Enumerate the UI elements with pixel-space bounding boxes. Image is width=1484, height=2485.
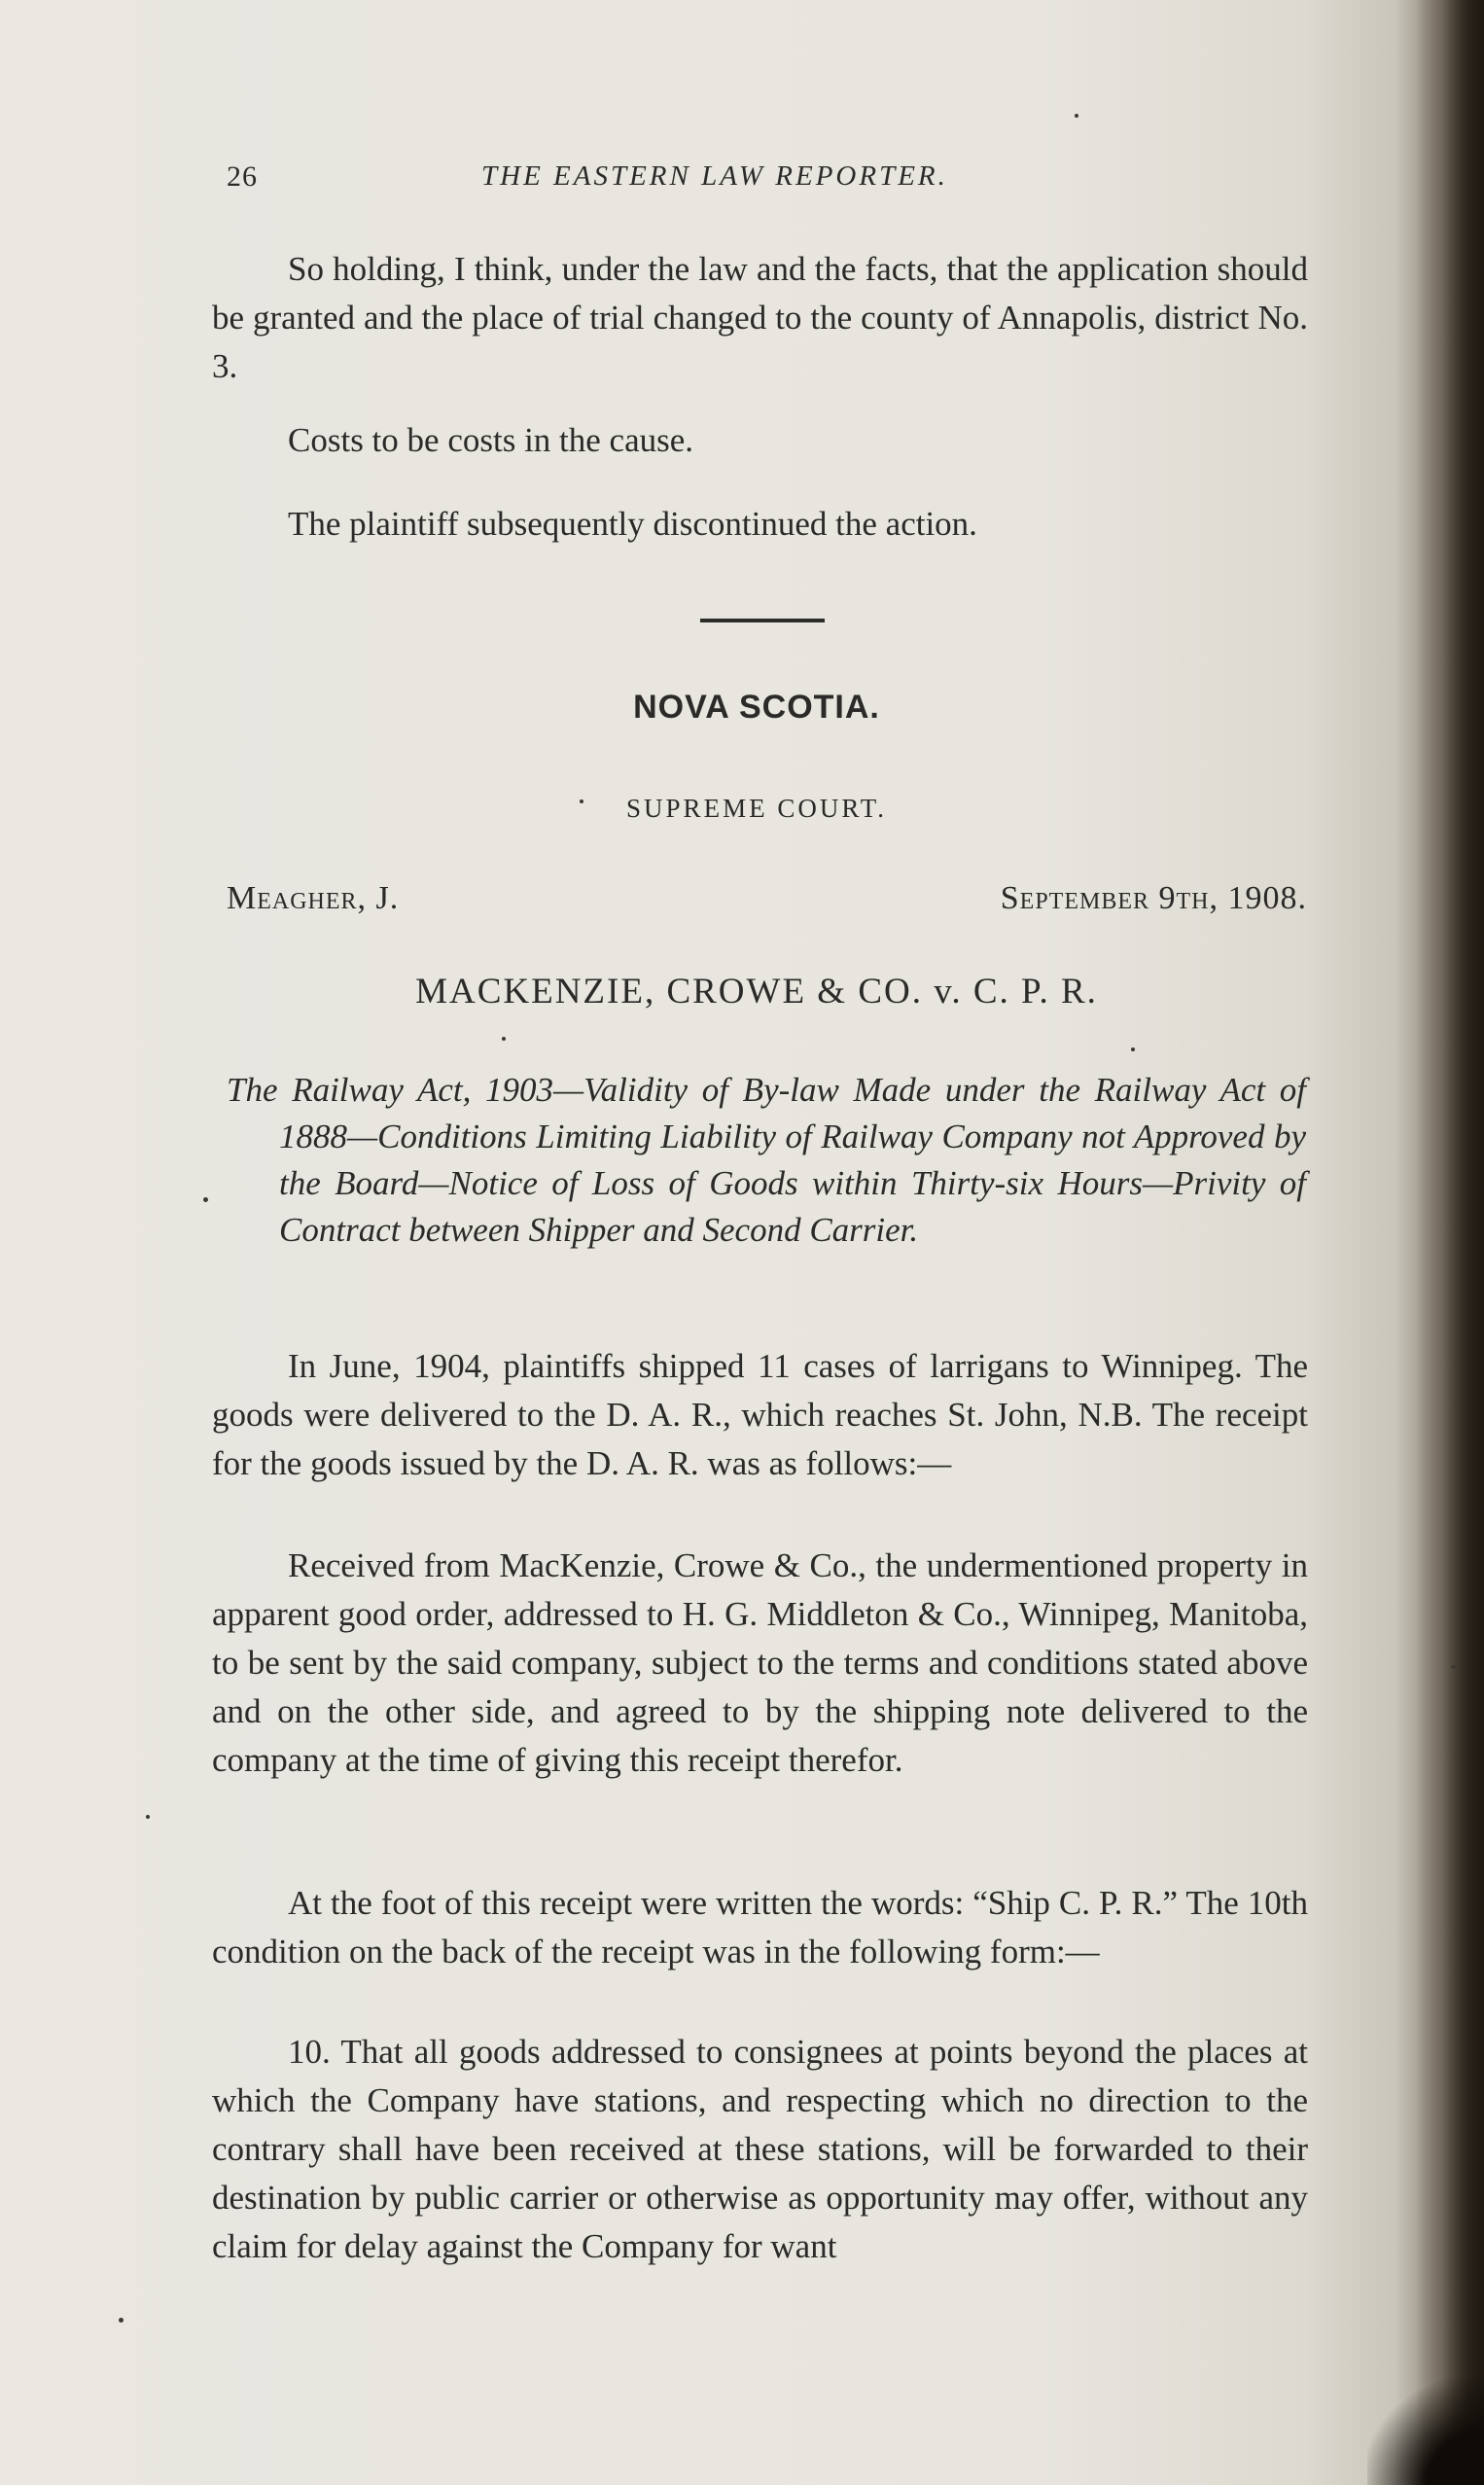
- court-heading: SUPREME COURT.: [626, 794, 887, 823]
- paper-speck: [203, 1197, 208, 1202]
- headnote: The Railway Act, 1903—Validity of By-law Made under the Railway Act of 1888—Conditions Limiting Liability of Railway Company not Approved by the Board—Notice of Loss of Goods within Thirty-six Hours—Privity of Contract between Shipper and Second Carrier.: [227, 1071, 1306, 1249]
- page-corner-shadow: [1367, 2378, 1484, 2485]
- body-paragraph-4: 10. That all goods addressed to consignees at points beyond the places at which the Company have stations, and respecting which no direction to the contrary shall have been received at these stations, will be forwarded to their destination by public carrier or otherwise as opportunity may offer, without any claim for delay against the Company for want: [212, 2033, 1308, 2265]
- paper-speck: [1131, 1047, 1135, 1051]
- body-paragraph-2: Received from MacKenzie, Crowe & Co., the undermentioned property in apparent good order, addressed to H. G. Middleton & Co., Winnipeg, Manitoba, to be sent by the said company, subject to the terms and conditions stated above and on the other side, and agreed to by the shipping note delivered to the company at the time of giving this receipt therefor.: [212, 1546, 1308, 1779]
- paper-speck: [1075, 114, 1078, 118]
- paper-speck: [580, 799, 583, 803]
- judge-name: Meagher, J.: [227, 880, 400, 916]
- costs-paragraph: Costs to be costs in the cause.: [288, 421, 694, 459]
- paper-speck: [119, 2318, 124, 2323]
- paper-speck: [502, 1037, 506, 1041]
- paper-speck: [1451, 1665, 1456, 1669]
- province-heading: NOVA SCOTIA.: [633, 689, 880, 726]
- case-title: MACKENZIE, CROWE & CO. v. C. P. R.: [415, 972, 1098, 1012]
- book-spine-shadow: [1415, 0, 1484, 2485]
- discontinued-paragraph: The plaintiff subsequently discontinued the action.: [288, 505, 977, 543]
- running-head: [227, 160, 1296, 199]
- paper-speck: [146, 1815, 150, 1819]
- holding-paragraph: So holding, I think, under the law and the facts, that the application should be granted and the place of trial changed to the county of Annapolis, district No. 3.: [212, 250, 1308, 385]
- body-paragraph-1: In June, 1904, plaintiffs shipped 11 cases of larrigans to Winnipeg. The goods were delivered to the D. A. R., which reaches St. John, N.B. The receipt for the goods issued by the D. A. R. was as follows:—: [212, 1347, 1308, 1482]
- journal-title: THE EASTERN LAW REPORTER.: [481, 160, 948, 192]
- page-number: 26: [227, 160, 258, 193]
- decision-date: September 9th, 1908.: [1000, 880, 1307, 916]
- section-divider: [700, 619, 825, 622]
- body-paragraph-3: At the foot of this receipt were written the words: “Ship C. P. R.” The 10th condition on the back of the receipt was in the following form:—: [212, 1884, 1308, 1970]
